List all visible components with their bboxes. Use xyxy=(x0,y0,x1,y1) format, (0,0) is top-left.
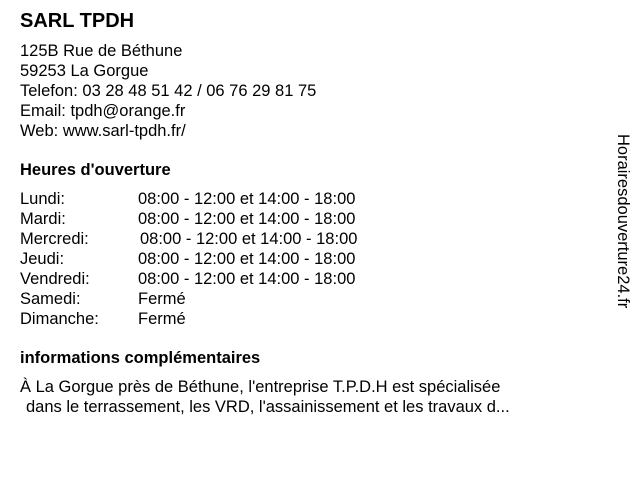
hours-row-friday xyxy=(20,269,610,289)
day-hours: 08:00 - 12:00 et 14:00 - 18:00 xyxy=(138,210,356,228)
web-label: Web: xyxy=(20,122,59,140)
hours-row-saturday xyxy=(20,289,610,309)
day-hours: 08:00 - 12:00 et 14:00 - 18:00 xyxy=(140,230,358,248)
info-line-1: À La Gorgue près de Béthune, l'entreprise T.P.D.H est spécialisée xyxy=(20,378,501,396)
day-label: Dimanche: xyxy=(20,310,99,328)
day-label: Mardi: xyxy=(20,210,66,228)
phone-label: Telefon: xyxy=(20,82,78,100)
address-street: 125B Rue de Béthune xyxy=(20,42,183,60)
day-label: Mercredi: xyxy=(20,230,89,248)
day-hours: Fermé xyxy=(138,310,186,328)
phone-row xyxy=(20,81,610,101)
email-label: Email: xyxy=(20,102,66,120)
site-watermark: Horairesdouverture24.fr xyxy=(614,134,632,309)
day-hours: Fermé xyxy=(138,290,186,308)
email-row xyxy=(20,101,610,121)
hours-row-thursday xyxy=(20,249,610,269)
email-value: tpdh@orange.fr xyxy=(70,102,186,120)
web-row xyxy=(20,121,610,141)
hours-row-monday xyxy=(20,189,610,209)
info-line-2: dans le terrassement, les VRD, l'assainissement et les travaux d... xyxy=(26,398,510,416)
day-hours: 08:00 - 12:00 et 14:00 - 18:00 xyxy=(138,270,356,288)
day-label: Vendredi: xyxy=(20,270,90,288)
day-hours: 08:00 - 12:00 et 14:00 - 18:00 xyxy=(138,250,356,268)
day-label: Jeudi: xyxy=(20,250,65,268)
info-description xyxy=(20,377,610,417)
day-label: Samedi: xyxy=(20,290,81,308)
hours-row-tuesday xyxy=(20,209,610,229)
hours-heading: Heures d'ouverture xyxy=(20,161,171,179)
info-heading: informations complémentaires xyxy=(20,349,261,367)
day-hours: 08:00 - 12:00 et 14:00 - 18:00 xyxy=(138,190,356,208)
hours-row-wednesday xyxy=(20,229,610,249)
business-card xyxy=(20,8,610,417)
address-city: 59253 La Gorgue xyxy=(20,62,149,80)
phone-value: 03 28 48 51 42 / 06 76 29 81 75 xyxy=(82,82,317,100)
company-name: SARL TPDH xyxy=(20,10,135,32)
hours-row-sunday xyxy=(20,309,610,329)
web-value: www.sarl-tpdh.fr/ xyxy=(62,122,186,140)
day-label: Lundi: xyxy=(20,190,65,208)
